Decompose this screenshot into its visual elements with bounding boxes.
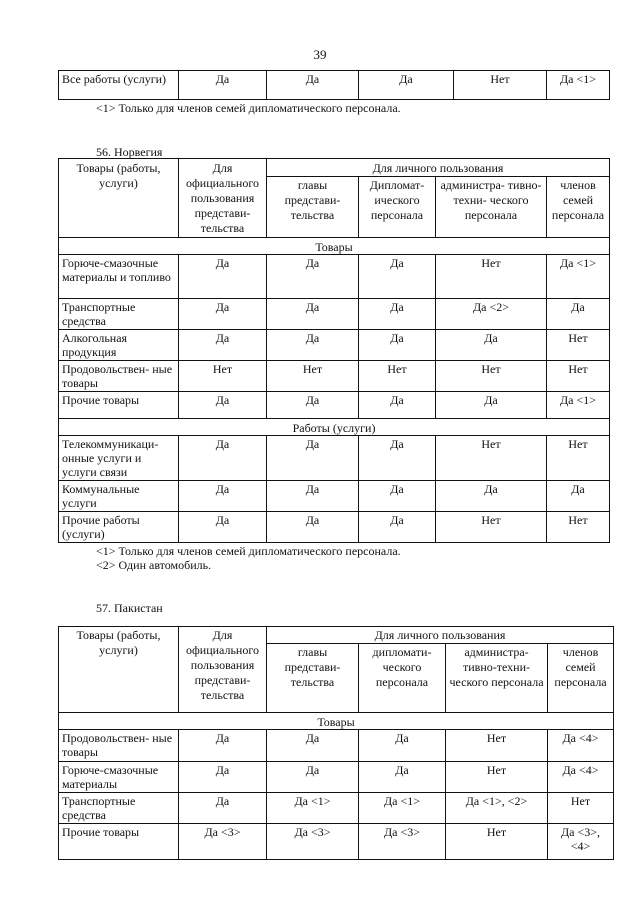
continuation-table [58, 70, 610, 100]
table-cell: Да [179, 793, 267, 824]
table-cell: Да <2> [436, 299, 547, 330]
table-row [59, 481, 610, 512]
table-cell: Нет [446, 824, 548, 860]
table-cell: Да [179, 762, 267, 793]
row-label: Горюче-смазочные материалы и топливо [59, 255, 179, 299]
table-cell: Да [359, 330, 436, 361]
header-goods: Товары (работы, услуги) [59, 627, 179, 713]
row-label: Транспортные средства [59, 793, 179, 824]
table-cell: Нет [436, 255, 547, 299]
table-cell: Да <1> [547, 255, 610, 299]
section-row [59, 238, 610, 255]
row-label: Все работы (услуги) [59, 71, 179, 100]
table-cell: Да [179, 436, 267, 481]
table-cell: Да [267, 762, 359, 793]
table-cell: Да [436, 330, 547, 361]
header-admin: администра- тивно-техни- ческого персонала [446, 644, 548, 713]
section-title-pakistan: 57. Пакистан [96, 601, 163, 615]
table-row [59, 255, 610, 299]
table-cell: Нет [446, 762, 548, 793]
table-cell: Нет [454, 71, 547, 100]
table-cell: Да <1> [359, 793, 446, 824]
table-cell: Да [179, 512, 267, 543]
header-diplomatic: дипломати- ческого персонала [359, 644, 446, 713]
table-cell: Нет [179, 361, 267, 392]
table-cell: Нет [547, 330, 610, 361]
table-cell: Да <4> [548, 762, 614, 793]
table-cell: Да [436, 392, 547, 419]
table-cell: Да [359, 762, 446, 793]
footnote: <1> Только для членов семей дипломатического персонала. [96, 101, 401, 115]
section-row [59, 713, 614, 730]
table-cell: Нет [446, 730, 548, 762]
table-cell: Да [359, 71, 454, 100]
table-cell: Да [359, 481, 436, 512]
row-label: Прочие работы (услуги) [59, 512, 179, 543]
table-cell: Да [267, 436, 359, 481]
norway-table [58, 158, 610, 543]
table-row [59, 71, 610, 100]
header-row [59, 627, 614, 644]
table-cell: Да <1> [547, 392, 610, 419]
header-diplomatic: Дипломат- ического персонала [359, 177, 436, 238]
table-cell: Нет [436, 512, 547, 543]
table-row [59, 392, 610, 419]
table-cell: Да [179, 392, 267, 419]
table-cell: Да [547, 481, 610, 512]
table-cell: Да [179, 730, 267, 762]
header-family: членов семей персонала [547, 177, 610, 238]
header-head: главы представи- тельства [267, 644, 359, 713]
table-cell: Нет [547, 436, 610, 481]
table-cell: Да <4> [548, 730, 614, 762]
row-label: Горюче-смазочные материалы [59, 762, 179, 793]
section-label-goods: Товары [59, 238, 610, 255]
row-label: Продовольствен- ные товары [59, 361, 179, 392]
table-cell: Да <3> [359, 824, 446, 860]
table-row [59, 361, 610, 392]
footnote: <2> Один автомобиль. [96, 558, 212, 572]
table-cell: Да <1> [547, 71, 610, 100]
section-label-goods: Товары [59, 713, 614, 730]
table-cell: Да [359, 299, 436, 330]
row-label: Транспортные средства [59, 299, 179, 330]
section-title-norway: 56. Норвегия [96, 145, 163, 159]
table-cell: Да [359, 255, 436, 299]
table-cell: Нет [359, 361, 436, 392]
table-cell: Да [179, 481, 267, 512]
table-row [59, 730, 614, 762]
section-label-services: Работы (услуги) [59, 419, 610, 436]
table-row [59, 762, 614, 793]
header-personal-use: Для личного пользования [267, 627, 614, 644]
table-cell: Да [359, 730, 446, 762]
header-family: членов семей персонала [548, 644, 614, 713]
table-cell: Да [267, 730, 359, 762]
table-row [59, 299, 610, 330]
table-cell: Да <3>, <4> [548, 824, 614, 860]
table-cell: Да <3> [179, 824, 267, 860]
table-cell: Да [267, 330, 359, 361]
table-cell: Да [267, 392, 359, 419]
table-cell: Нет [436, 361, 547, 392]
row-label: Телекоммуникаци- онные услуги и услуги связи [59, 436, 179, 481]
header-goods: Товары (работы, услуги) [59, 159, 179, 238]
table-cell: Да [267, 481, 359, 512]
table-cell: Нет [547, 361, 610, 392]
table-cell: Да [359, 436, 436, 481]
table-cell: Да <1>, <2> [446, 793, 548, 824]
row-label: Продовольствен- ные товары [59, 730, 179, 762]
table-row [59, 824, 614, 860]
pakistan-table [58, 626, 614, 860]
table-row [59, 793, 614, 824]
table-cell: Нет [547, 512, 610, 543]
table-cell: Нет [436, 436, 547, 481]
header-personal-use: Для личного пользования [267, 159, 610, 177]
table-cell: Да [267, 71, 359, 100]
header-official: Для официального пользования представи- тельства [179, 159, 267, 238]
row-label: Прочие товары [59, 392, 179, 419]
row-label: Алкогольная продукция [59, 330, 179, 361]
header-official: Для официального пользования представи- тельства [179, 627, 267, 713]
table-row [59, 330, 610, 361]
table-cell: Да [267, 512, 359, 543]
table-row [59, 512, 610, 543]
table-cell: Да <3> [267, 824, 359, 860]
header-row [59, 159, 610, 177]
table-cell: Да [179, 255, 267, 299]
header-admin: администра- тивно-техни- ческого персонала [436, 177, 547, 238]
page-number: 39 [313, 47, 327, 62]
section-row [59, 419, 610, 436]
table-cell: Да [547, 299, 610, 330]
footnote: <1> Только для членов семей дипломатического персонала. [96, 544, 401, 558]
row-label: Прочие товары [59, 824, 179, 860]
row-label: Коммунальные услуги [59, 481, 179, 512]
table-cell: Нет [548, 793, 614, 824]
header-head: главы представи- тельства [267, 177, 359, 238]
table-cell: Да <1> [267, 793, 359, 824]
table-cell: Да [267, 299, 359, 330]
table-cell: Да [179, 330, 267, 361]
table-cell: Да [179, 299, 267, 330]
table-row [59, 436, 610, 481]
table-cell: Нет [267, 361, 359, 392]
table-cell: Да [179, 71, 267, 100]
table-cell: Да [267, 255, 359, 299]
table-cell: Да [359, 512, 436, 543]
table-cell: Да [359, 392, 436, 419]
table-cell: Да [436, 481, 547, 512]
